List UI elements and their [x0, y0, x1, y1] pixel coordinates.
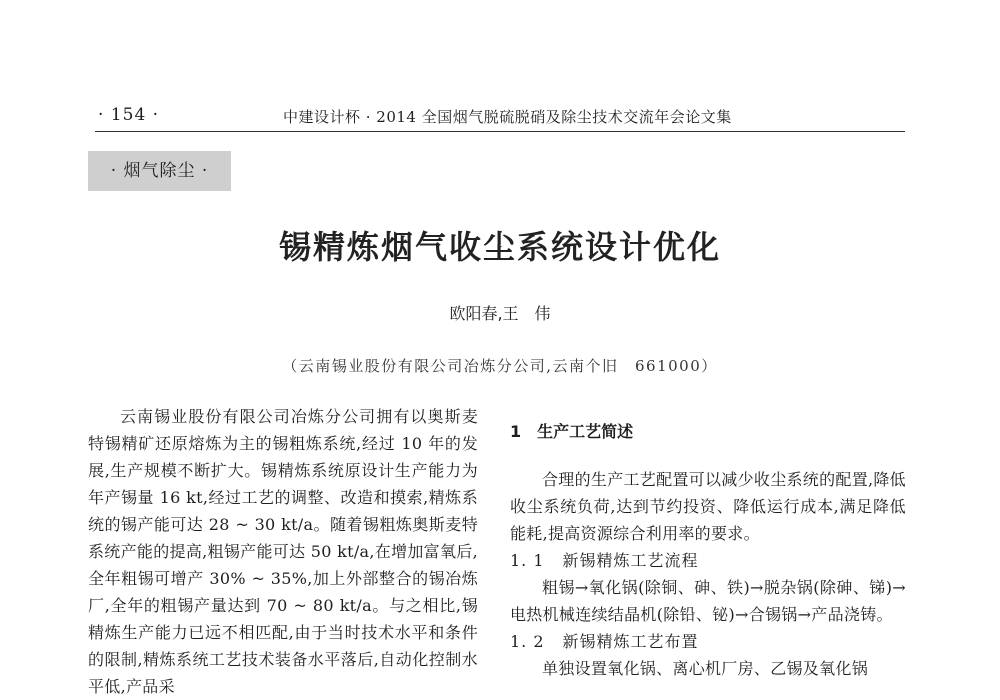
page-number: · 154 · — [98, 105, 160, 125]
article-title: 锡精炼烟气收尘系统设计优化 — [278, 228, 721, 266]
subsection-title: 新锡精炼工艺流程 — [562, 551, 699, 570]
section-number: 1 — [510, 422, 522, 441]
section-intro-paragraph: 合理的生产工艺配置可以减少收尘系统的配置,降低收尘系统负荷,达到节约投资、降低运行成本,满足降低能耗,提高资源综合利用率的要求。 — [510, 470, 906, 543]
subsection-title: 新锡精炼工艺布置 — [562, 632, 699, 651]
left-column — [88, 403, 478, 700]
header-divider — [95, 131, 905, 132]
section-heading — [510, 418, 906, 445]
article-affiliation: （云南锡业股份有限公司冶炼分公司,云南个旧 661000） — [282, 357, 718, 375]
subsection-heading — [510, 547, 906, 574]
section-tag: · 烟气除尘 · — [88, 151, 231, 191]
layout-paragraph: 单独设置氧化锅、离心机厂房、乙锡及氧化锅 — [542, 659, 869, 678]
subsection-heading — [510, 628, 906, 655]
article-authors: 欧阳春,王 伟 — [449, 304, 551, 323]
subsection-number: 1. 1 — [510, 551, 545, 570]
right-column — [510, 418, 906, 682]
process-flow-paragraph: 粗锡→氧化锅(除铜、砷、铁)→脱杂锅(除砷、锑)→电热机械连续结晶机(除铅、铋)→合锡锅→产品浇铸。 — [510, 578, 906, 624]
subsection-number: 1. 2 — [510, 632, 545, 651]
running-header: 中建设计杯 · 2014 全国烟气脱硫脱硝及除尘技术交流年会论文集 — [283, 108, 732, 126]
intro-paragraph: 云南锡业股份有限公司冶炼分公司拥有以奥斯麦特锡精矿还原熔炼为主的锡粗炼系统,经过 10 年的发展,生产规模不断扩大。锡精炼系统原设计生产能力为年产锡量 16 kt,经过工艺的调整、改造和摸索,精炼系统的锡产能可达 28 ~ 30 kt/a。随着锡粗炼奥斯麦特系统产能的提高,粗锡产能可达 50 kt/a,在增加富氧后,全年粗锡可增产 30% ~ 35%,加上外部整合的锡冶炼厂,全年的粗锡产量达到 70 ~ 80 kt/a。与之相比,锡精炼生产能力已远不相匹配,由于当时技术水平和条件的限制,精炼系统工艺技术装备水平落后,自动化控制水平低,产品采 — [88, 407, 478, 696]
section-title: 生产工艺简述 — [537, 422, 634, 441]
